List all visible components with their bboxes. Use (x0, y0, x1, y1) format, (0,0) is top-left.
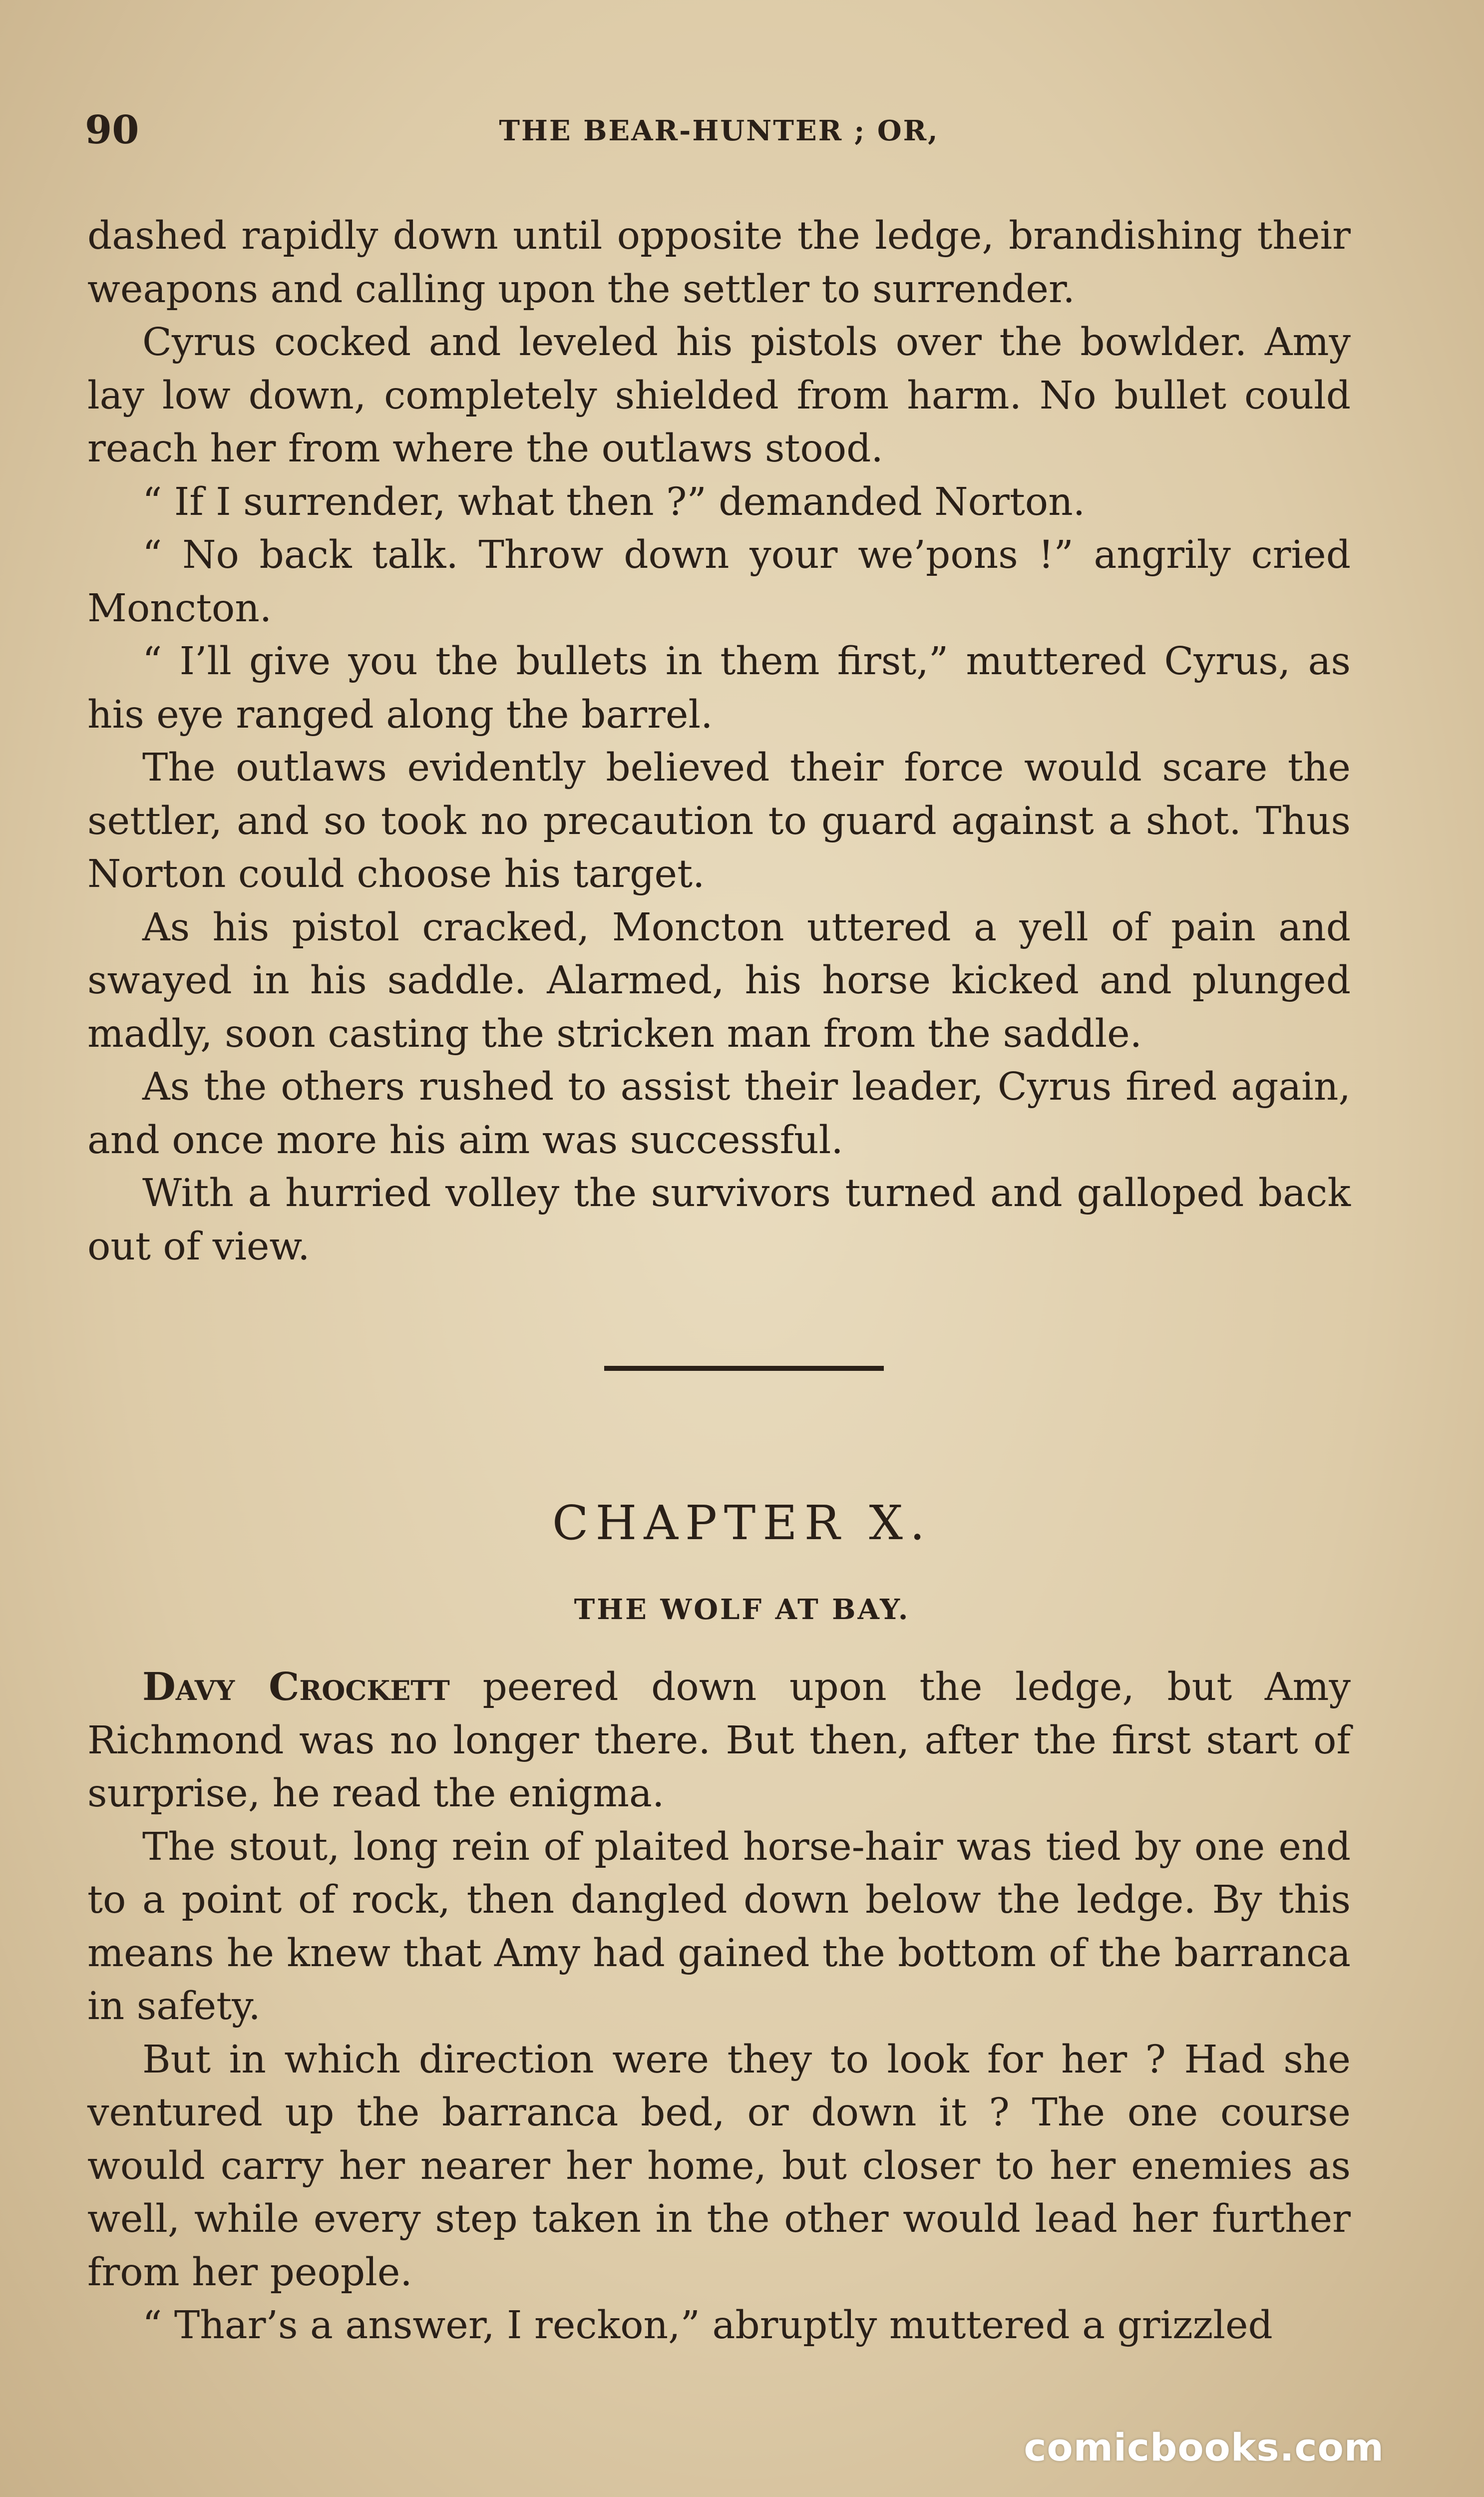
lead-name: Davy Crockett (142, 1665, 450, 1709)
chapter-title: CHAPTER X. (552, 1496, 932, 1551)
paragraph: As his pistol cracked, Moncton uttered a yell of pain and swayed in his saddle. Alarmed, his horse kicked and plunged madly, soon casting the stricken man from the saddle. (87, 905, 1351, 1056)
paragraph-text: peered down upon the ledge, but Amy Richmond was no longer there. But then, after the first start of surprise, he read the enigma. (87, 1665, 1351, 1816)
page-number: 90 (85, 107, 139, 153)
paragraph: But in which direction were they to look for her ? Had she ventured up the barranca bed, or down it ? The one course would carry her nearer her home, but closer to her enemies as well, while every step taken in the other would lead her further from her people. (87, 2037, 1351, 2295)
paragraph: Cyrus cocked and leveled his pistols over the bowlder. Amy lay low down, completely shielded from harm. No bullet could reach her from where the outlaws stood. (87, 320, 1351, 471)
paragraph: “ Thar’s a answer, I reckon,” abruptly muttered a grizzled (142, 2303, 1273, 2348)
section-divider (604, 1366, 884, 1371)
paragraph: dashed rapidly down until opposite the ledge, brandishing their weapons and calling upon the settler to surrender. (87, 214, 1351, 312)
paragraph: With a hurried volley the survivors turned and galloped back out of view. (87, 1171, 1351, 1269)
paragraph: The outlaws evidently believed their force would scare the settler, and so took no precaution to guard against a shot. Thus Norton could choose his target. (87, 746, 1351, 896)
text-block-top (87, 210, 1351, 1273)
paragraph (87, 1661, 1351, 1821)
paragraph: “ I’ll give you the bullets in them first,” muttered Cyrus, as his eye ranged along the barrel. (87, 639, 1351, 737)
chapter-subtitle: THE WOLF AT BAY. (574, 1593, 910, 1626)
paragraph: As the others rushed to assist their leader, Cyrus fired again, and once more his aim was successful. (87, 1065, 1351, 1163)
running-head (85, 107, 1353, 162)
running-title: THE BEAR-HUNTER ; OR, (499, 114, 939, 147)
text-block-bottom (87, 1661, 1351, 2353)
watermark: comicbooks.com (1024, 2425, 1384, 2470)
paragraph: “ If I surrender, what then ?” demanded Norton. (142, 479, 1086, 524)
paragraph: “ No back talk. Throw down your we’pons !” angrily cried Moncton. (87, 533, 1351, 631)
paragraph: The stout, long rein of plaited horse-hair was tied by one end to a point of rock, then dangled down below the ledge. By this means he knew that Amy had gained the bottom of the barranca in safety. (87, 1824, 1351, 2029)
